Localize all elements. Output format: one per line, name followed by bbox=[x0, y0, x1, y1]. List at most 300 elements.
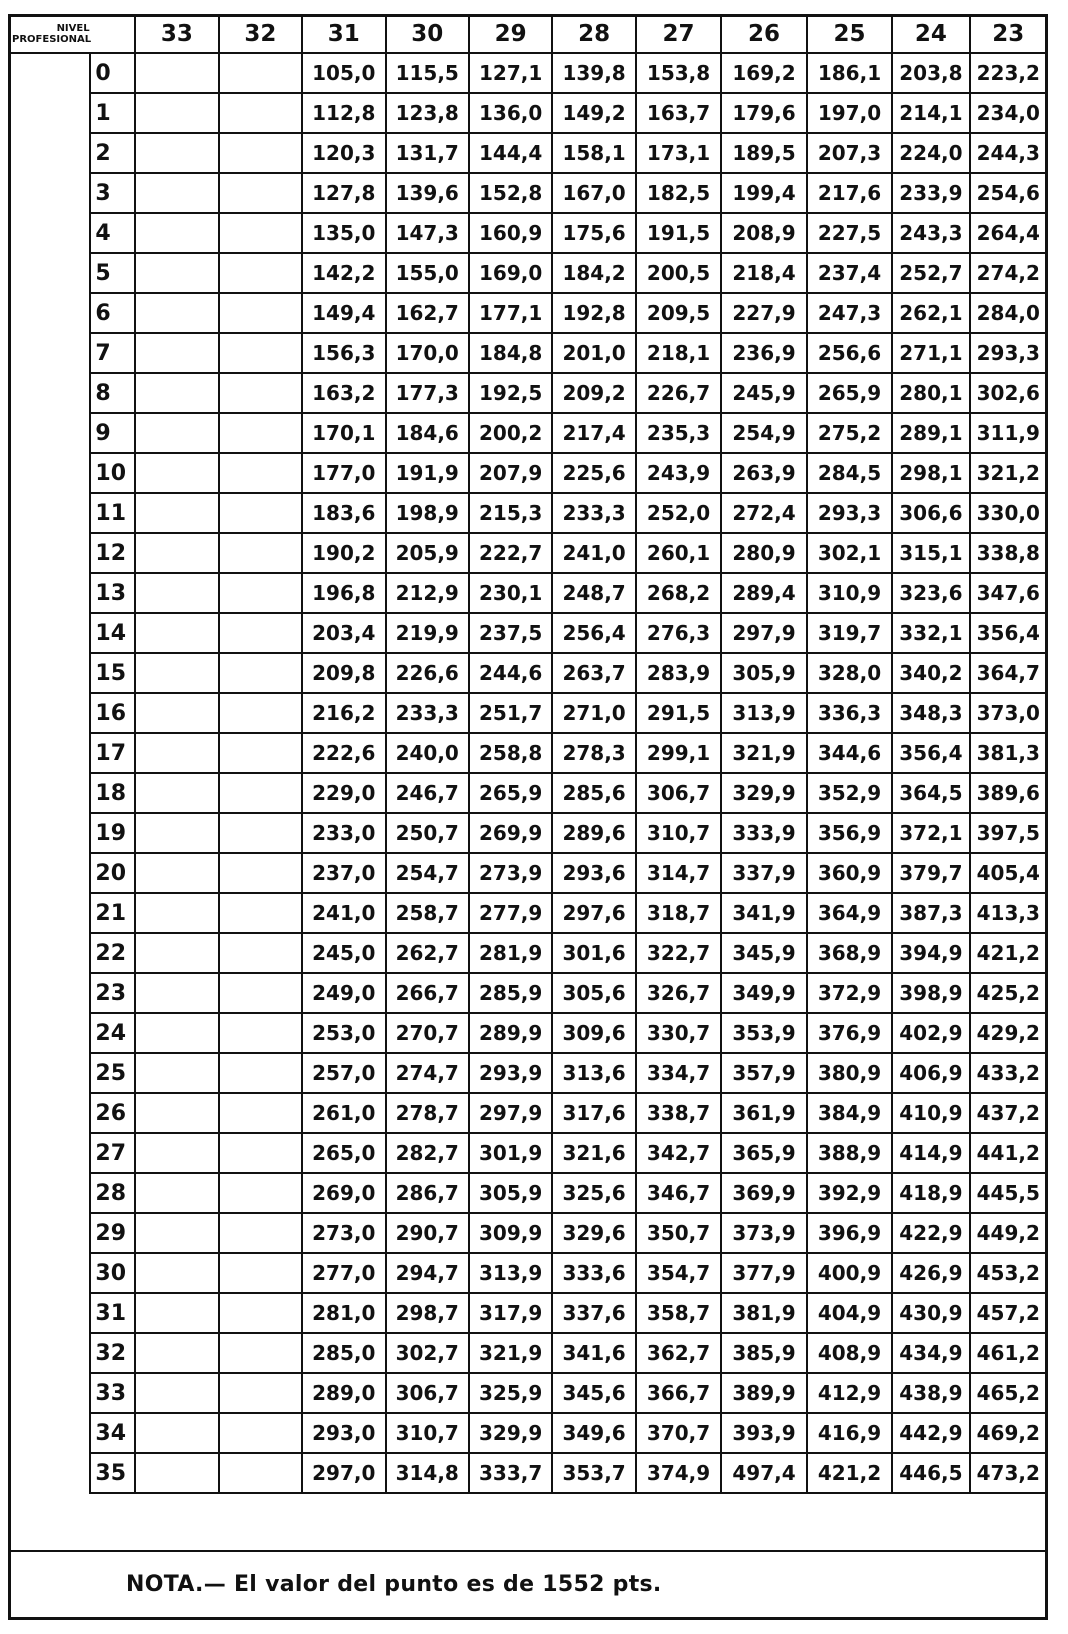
value-cell: 149,2 bbox=[552, 93, 635, 133]
value-cell: 240,0 bbox=[386, 733, 469, 773]
value-cell: 281,9 bbox=[469, 933, 552, 973]
value-cell: 326,7 bbox=[636, 973, 721, 1013]
value-cell: 254,9 bbox=[721, 413, 806, 453]
value-cell: 275,2 bbox=[807, 413, 892, 453]
value-cell: 340,2 bbox=[892, 653, 969, 693]
value-cell: 200,2 bbox=[469, 413, 552, 453]
value-cell: 183,6 bbox=[302, 493, 385, 533]
level-cell: 35 bbox=[90, 1453, 135, 1493]
value-cell: 317,9 bbox=[469, 1293, 552, 1333]
note-row bbox=[8, 1550, 1048, 1620]
level-cell: 29 bbox=[90, 1213, 135, 1253]
value-cell: 283,9 bbox=[636, 653, 721, 693]
value-cell: 236,9 bbox=[721, 333, 806, 373]
value-cell: 163,2 bbox=[302, 373, 385, 413]
value-cell: 289,1 bbox=[892, 413, 969, 453]
value-cell: 186,1 bbox=[807, 53, 892, 93]
value-cell: 160,9 bbox=[469, 213, 552, 253]
value-cell: 271,1 bbox=[892, 333, 969, 373]
value-cell: 291,5 bbox=[636, 693, 721, 733]
value-cell: 297,0 bbox=[302, 1453, 385, 1493]
value-cell: 252,0 bbox=[636, 493, 721, 533]
value-cell: 274,2 bbox=[970, 253, 1047, 293]
value-cell: 350,7 bbox=[636, 1213, 721, 1253]
value-cell: 397,5 bbox=[970, 813, 1047, 853]
note-text: NOTA.— El valor del punto es de 1552 pts. bbox=[126, 1572, 662, 1597]
value-cell: 281,0 bbox=[302, 1293, 385, 1333]
value-cell: 356,4 bbox=[892, 733, 969, 773]
value-cell: 139,8 bbox=[552, 53, 635, 93]
value-cell: 127,8 bbox=[302, 173, 385, 213]
value-cell: 329,9 bbox=[721, 773, 806, 813]
value-cell: 430,9 bbox=[892, 1293, 969, 1333]
value-cell: 237,4 bbox=[807, 253, 892, 293]
value-cell: 266,7 bbox=[386, 973, 469, 1013]
value-cell: 361,9 bbox=[721, 1093, 806, 1133]
level-cell: 6 bbox=[90, 293, 135, 333]
value-cell: 135,0 bbox=[302, 213, 385, 253]
value-cell: 306,7 bbox=[636, 773, 721, 813]
value-cell: 285,9 bbox=[469, 973, 552, 1013]
value-cell: 422,9 bbox=[892, 1213, 969, 1253]
value-cell: 293,3 bbox=[807, 493, 892, 533]
column-header: 26 bbox=[721, 15, 806, 53]
level-cell: 28 bbox=[90, 1173, 135, 1213]
value-cell: 261,0 bbox=[302, 1093, 385, 1133]
value-cell: 241,0 bbox=[302, 893, 385, 933]
value-cell: 394,9 bbox=[892, 933, 969, 973]
value-cell: 293,9 bbox=[469, 1053, 552, 1093]
value-cell: 246,7 bbox=[386, 773, 469, 813]
value-cell: 184,2 bbox=[552, 253, 635, 293]
value-cell: 337,9 bbox=[721, 853, 806, 893]
value-cell: 322,7 bbox=[636, 933, 721, 973]
value-cell: 120,3 bbox=[302, 133, 385, 173]
level-cell: 18 bbox=[90, 773, 135, 813]
value-cell: 364,9 bbox=[807, 893, 892, 933]
value-cell: 347,6 bbox=[970, 573, 1047, 613]
value-cell: 244,3 bbox=[970, 133, 1047, 173]
value-cell: 360,9 bbox=[807, 853, 892, 893]
value-cell: 272,4 bbox=[721, 493, 806, 533]
level-cell: 27 bbox=[90, 1133, 135, 1173]
value-cell: 169,0 bbox=[469, 253, 552, 293]
value-cell: 374,9 bbox=[636, 1453, 721, 1493]
column-header: 23 bbox=[970, 15, 1047, 53]
value-cell: 306,7 bbox=[386, 1373, 469, 1413]
value-cell: 302,6 bbox=[970, 373, 1047, 413]
value-cell: 293,0 bbox=[302, 1413, 385, 1453]
value-cell: 136,0 bbox=[469, 93, 552, 133]
value-cell: 337,6 bbox=[552, 1293, 635, 1333]
value-cell: 212,9 bbox=[386, 573, 469, 613]
value-cell: 446,5 bbox=[892, 1453, 969, 1493]
value-cell: 325,6 bbox=[552, 1173, 635, 1213]
level-cell: 16 bbox=[90, 693, 135, 733]
value-cell: 248,7 bbox=[552, 573, 635, 613]
value-cell: 131,7 bbox=[386, 133, 469, 173]
value-cell: 277,0 bbox=[302, 1253, 385, 1293]
value-cell: 258,7 bbox=[386, 893, 469, 933]
value-cell: 289,6 bbox=[552, 813, 635, 853]
level-cell: 2 bbox=[90, 133, 135, 173]
value-cell: 173,1 bbox=[636, 133, 721, 173]
value-cell: 305,9 bbox=[469, 1173, 552, 1213]
value-cell: 311,9 bbox=[970, 413, 1047, 453]
value-cell: 389,9 bbox=[721, 1373, 806, 1413]
value-cell: 156,3 bbox=[302, 333, 385, 373]
value-cell: 289,4 bbox=[721, 573, 806, 613]
value-cell: 223,2 bbox=[970, 53, 1047, 93]
value-cell: 189,5 bbox=[721, 133, 806, 173]
value-cell: 230,1 bbox=[469, 573, 552, 613]
level-cell: 26 bbox=[90, 1093, 135, 1133]
value-cell: 263,7 bbox=[552, 653, 635, 693]
value-cell: 217,4 bbox=[552, 413, 635, 453]
value-cell: 434,9 bbox=[892, 1333, 969, 1373]
level-cell: 22 bbox=[90, 933, 135, 973]
value-cell: 353,7 bbox=[552, 1453, 635, 1493]
value-cell: 345,9 bbox=[721, 933, 806, 973]
value-cell: 265,9 bbox=[469, 773, 552, 813]
value-cell: 222,7 bbox=[469, 533, 552, 573]
value-cell: 127,1 bbox=[469, 53, 552, 93]
value-cell: 297,9 bbox=[469, 1093, 552, 1133]
value-cell: 218,1 bbox=[636, 333, 721, 373]
value-cell: 336,3 bbox=[807, 693, 892, 733]
value-cell: 245,9 bbox=[721, 373, 806, 413]
level-cell: 9 bbox=[90, 413, 135, 453]
value-cell: 429,2 bbox=[970, 1013, 1047, 1053]
value-cell: 237,5 bbox=[469, 613, 552, 653]
value-cell: 233,3 bbox=[552, 493, 635, 533]
column-header: 28 bbox=[552, 15, 635, 53]
value-cell: 192,8 bbox=[552, 293, 635, 333]
value-cell: 364,5 bbox=[892, 773, 969, 813]
value-cell: 449,2 bbox=[970, 1213, 1047, 1253]
value-cell: 302,7 bbox=[386, 1333, 469, 1373]
value-cell: 317,6 bbox=[552, 1093, 635, 1133]
value-cell: 353,9 bbox=[721, 1013, 806, 1053]
value-cell: 177,0 bbox=[302, 453, 385, 493]
value-cell: 299,1 bbox=[636, 733, 721, 773]
value-cell: 280,1 bbox=[892, 373, 969, 413]
value-cell: 349,6 bbox=[552, 1413, 635, 1453]
value-cell: 224,0 bbox=[892, 133, 969, 173]
value-cell: 252,7 bbox=[892, 253, 969, 293]
value-cell: 348,3 bbox=[892, 693, 969, 733]
value-cell: 282,7 bbox=[386, 1133, 469, 1173]
value-cell: 233,9 bbox=[892, 173, 969, 213]
value-cell: 226,7 bbox=[636, 373, 721, 413]
value-cell: 381,9 bbox=[721, 1293, 806, 1333]
value-cell: 264,4 bbox=[970, 213, 1047, 253]
value-cell: 321,2 bbox=[970, 453, 1047, 493]
value-cell: 425,2 bbox=[970, 973, 1047, 1013]
value-cell: 225,6 bbox=[552, 453, 635, 493]
value-cell: 263,9 bbox=[721, 453, 806, 493]
value-cell: 258,8 bbox=[469, 733, 552, 773]
value-cell: 105,0 bbox=[302, 53, 385, 93]
value-cell: 203,8 bbox=[892, 53, 969, 93]
value-cell: 309,9 bbox=[469, 1213, 552, 1253]
value-cell: 253,0 bbox=[302, 1013, 385, 1053]
value-cell: 369,9 bbox=[721, 1173, 806, 1213]
value-cell: 262,7 bbox=[386, 933, 469, 973]
value-cell: 251,7 bbox=[469, 693, 552, 733]
level-cell: 1 bbox=[90, 93, 135, 133]
value-cell: 414,9 bbox=[892, 1133, 969, 1173]
value-cell: 191,5 bbox=[636, 213, 721, 253]
value-cell: 441,2 bbox=[970, 1133, 1047, 1173]
value-cell: 196,8 bbox=[302, 573, 385, 613]
value-cell: 298,1 bbox=[892, 453, 969, 493]
value-cell: 227,9 bbox=[721, 293, 806, 333]
value-cell: 413,3 bbox=[970, 893, 1047, 933]
value-cell: 310,7 bbox=[636, 813, 721, 853]
value-cell: 306,6 bbox=[892, 493, 969, 533]
value-cell: 271,0 bbox=[552, 693, 635, 733]
value-cell: 366,7 bbox=[636, 1373, 721, 1413]
value-cell: 310,9 bbox=[807, 573, 892, 613]
value-cell: 333,7 bbox=[469, 1453, 552, 1493]
level-cell: 34 bbox=[90, 1413, 135, 1453]
value-cell: 373,9 bbox=[721, 1213, 806, 1253]
value-cell: 235,3 bbox=[636, 413, 721, 453]
value-cell: 262,1 bbox=[892, 293, 969, 333]
value-cell: 123,8 bbox=[386, 93, 469, 133]
value-cell: 314,8 bbox=[386, 1453, 469, 1493]
value-cell: 234,0 bbox=[970, 93, 1047, 133]
value-cell: 352,9 bbox=[807, 773, 892, 813]
value-cell: 274,7 bbox=[386, 1053, 469, 1093]
value-cell: 265,0 bbox=[302, 1133, 385, 1173]
value-cell: 457,2 bbox=[970, 1293, 1047, 1333]
column-header: 30 bbox=[386, 15, 469, 53]
column-header: 32 bbox=[219, 15, 302, 53]
value-cell: 313,9 bbox=[721, 693, 806, 733]
value-cell: 404,9 bbox=[807, 1293, 892, 1333]
value-cell: 205,9 bbox=[386, 533, 469, 573]
value-cell: 301,6 bbox=[552, 933, 635, 973]
value-cell: 175,6 bbox=[552, 213, 635, 253]
value-cell: 199,4 bbox=[721, 173, 806, 213]
value-cell: 341,9 bbox=[721, 893, 806, 933]
value-cell: 290,7 bbox=[386, 1213, 469, 1253]
value-cell: 155,0 bbox=[386, 253, 469, 293]
value-cell: 276,3 bbox=[636, 613, 721, 653]
value-cell: 284,5 bbox=[807, 453, 892, 493]
value-cell: 285,6 bbox=[552, 773, 635, 813]
value-cell: 357,9 bbox=[721, 1053, 806, 1093]
value-cell: 319,7 bbox=[807, 613, 892, 653]
level-cell: 23 bbox=[90, 973, 135, 1013]
value-cell: 380,9 bbox=[807, 1053, 892, 1093]
value-cell: 233,0 bbox=[302, 813, 385, 853]
level-cell: 4 bbox=[90, 213, 135, 253]
value-cell: 396,9 bbox=[807, 1213, 892, 1253]
value-cell: 144,4 bbox=[469, 133, 552, 173]
value-cell: 314,7 bbox=[636, 853, 721, 893]
value-cell: 227,5 bbox=[807, 213, 892, 253]
value-cell: 377,9 bbox=[721, 1253, 806, 1293]
value-cell: 398,9 bbox=[892, 973, 969, 1013]
value-cell: 293,6 bbox=[552, 853, 635, 893]
value-cell: 209,5 bbox=[636, 293, 721, 333]
value-cell: 349,9 bbox=[721, 973, 806, 1013]
value-cell: 162,7 bbox=[386, 293, 469, 333]
value-cell: 334,7 bbox=[636, 1053, 721, 1093]
level-cell: 8 bbox=[90, 373, 135, 413]
value-cell: 358,7 bbox=[636, 1293, 721, 1333]
value-cell: 219,9 bbox=[386, 613, 469, 653]
salary-table-page bbox=[8, 6, 1052, 1624]
value-cell: 277,9 bbox=[469, 893, 552, 933]
value-cell: 381,3 bbox=[970, 733, 1047, 773]
column-header: 33 bbox=[135, 15, 218, 53]
value-cell: 192,5 bbox=[469, 373, 552, 413]
level-cell: 21 bbox=[90, 893, 135, 933]
value-cell: 243,3 bbox=[892, 213, 969, 253]
value-cell: 237,0 bbox=[302, 853, 385, 893]
level-cell: 15 bbox=[90, 653, 135, 693]
value-cell: 341,6 bbox=[552, 1333, 635, 1373]
value-cell: 170,0 bbox=[386, 333, 469, 373]
value-cell: 305,9 bbox=[721, 653, 806, 693]
value-cell: 465,2 bbox=[970, 1373, 1047, 1413]
value-cell: 226,6 bbox=[386, 653, 469, 693]
value-cell: 184,8 bbox=[469, 333, 552, 373]
level-cell: 24 bbox=[90, 1013, 135, 1053]
value-cell: 297,6 bbox=[552, 893, 635, 933]
value-cell: 115,5 bbox=[386, 53, 469, 93]
value-cell: 112,8 bbox=[302, 93, 385, 133]
value-cell: 249,0 bbox=[302, 973, 385, 1013]
value-cell: 389,6 bbox=[970, 773, 1047, 813]
value-cell: 256,6 bbox=[807, 333, 892, 373]
value-cell: 412,9 bbox=[807, 1373, 892, 1413]
value-cell: 243,9 bbox=[636, 453, 721, 493]
value-cell: 269,0 bbox=[302, 1173, 385, 1213]
value-cell: 197,0 bbox=[807, 93, 892, 133]
value-cell: 438,9 bbox=[892, 1373, 969, 1413]
value-cell: 387,3 bbox=[892, 893, 969, 933]
value-cell: 338,7 bbox=[636, 1093, 721, 1133]
value-cell: 356,9 bbox=[807, 813, 892, 853]
value-cell: 416,9 bbox=[807, 1413, 892, 1453]
value-cell: 426,9 bbox=[892, 1253, 969, 1293]
value-cell: 437,2 bbox=[970, 1093, 1047, 1133]
value-cell: 453,2 bbox=[970, 1253, 1047, 1293]
value-cell: 376,9 bbox=[807, 1013, 892, 1053]
value-cell: 209,8 bbox=[302, 653, 385, 693]
value-cell: 372,1 bbox=[892, 813, 969, 853]
value-cell: 338,8 bbox=[970, 533, 1047, 573]
value-cell: 323,6 bbox=[892, 573, 969, 613]
value-cell: 402,9 bbox=[892, 1013, 969, 1053]
value-cell: 214,1 bbox=[892, 93, 969, 133]
value-cell: 284,0 bbox=[970, 293, 1047, 333]
value-cell: 392,9 bbox=[807, 1173, 892, 1213]
level-cell: 33 bbox=[90, 1373, 135, 1413]
value-cell: 273,0 bbox=[302, 1213, 385, 1253]
value-cell: 461,2 bbox=[970, 1333, 1047, 1373]
value-cell: 305,6 bbox=[552, 973, 635, 1013]
value-cell: 442,9 bbox=[892, 1413, 969, 1453]
value-cell: 268,2 bbox=[636, 573, 721, 613]
column-header: 31 bbox=[302, 15, 385, 53]
value-cell: 405,4 bbox=[970, 853, 1047, 893]
value-cell: 278,3 bbox=[552, 733, 635, 773]
level-cell: 3 bbox=[90, 173, 135, 213]
value-cell: 497,4 bbox=[721, 1453, 806, 1493]
value-cell: 207,3 bbox=[807, 133, 892, 173]
value-cell: 169,2 bbox=[721, 53, 806, 93]
value-cell: 163,7 bbox=[636, 93, 721, 133]
value-cell: 385,9 bbox=[721, 1333, 806, 1373]
level-cell: 30 bbox=[90, 1253, 135, 1293]
value-cell: 368,9 bbox=[807, 933, 892, 973]
value-cell: 198,9 bbox=[386, 493, 469, 533]
value-cell: 332,1 bbox=[892, 613, 969, 653]
value-cell: 329,6 bbox=[552, 1213, 635, 1253]
value-cell: 139,6 bbox=[386, 173, 469, 213]
level-cell: 14 bbox=[90, 613, 135, 653]
value-cell: 208,9 bbox=[721, 213, 806, 253]
value-cell: 153,8 bbox=[636, 53, 721, 93]
level-cell: 20 bbox=[90, 853, 135, 893]
column-header: 25 bbox=[807, 15, 892, 53]
value-cell: 342,7 bbox=[636, 1133, 721, 1173]
column-header: 29 bbox=[469, 15, 552, 53]
value-cell: 321,6 bbox=[552, 1133, 635, 1173]
value-cell: 222,6 bbox=[302, 733, 385, 773]
value-cell: 408,9 bbox=[807, 1333, 892, 1373]
value-cell: 265,9 bbox=[807, 373, 892, 413]
value-cell: 393,9 bbox=[721, 1413, 806, 1453]
value-cell: 280,9 bbox=[721, 533, 806, 573]
value-cell: 229,0 bbox=[302, 773, 385, 813]
value-cell: 298,7 bbox=[386, 1293, 469, 1333]
value-cell: 152,8 bbox=[469, 173, 552, 213]
value-cell: 217,6 bbox=[807, 173, 892, 213]
value-cell: 362,7 bbox=[636, 1333, 721, 1373]
value-cell: 285,0 bbox=[302, 1333, 385, 1373]
level-cell: 25 bbox=[90, 1053, 135, 1093]
value-cell: 297,9 bbox=[721, 613, 806, 653]
level-cell: 13 bbox=[90, 573, 135, 613]
value-cell: 354,7 bbox=[636, 1253, 721, 1293]
level-cell: 10 bbox=[90, 453, 135, 493]
value-cell: 170,1 bbox=[302, 413, 385, 453]
value-cell: 177,1 bbox=[469, 293, 552, 333]
value-cell: 388,9 bbox=[807, 1133, 892, 1173]
value-cell: 215,3 bbox=[469, 493, 552, 533]
value-cell: 328,0 bbox=[807, 653, 892, 693]
value-cell: 373,0 bbox=[970, 693, 1047, 733]
value-cell: 244,6 bbox=[469, 653, 552, 693]
value-cell: 179,6 bbox=[721, 93, 806, 133]
column-header: 24 bbox=[892, 15, 969, 53]
value-cell: 329,9 bbox=[469, 1413, 552, 1453]
value-cell: 370,7 bbox=[636, 1413, 721, 1453]
value-cell: 190,2 bbox=[302, 533, 385, 573]
level-cell: 12 bbox=[90, 533, 135, 573]
value-cell: 278,7 bbox=[386, 1093, 469, 1133]
value-cell: 325,9 bbox=[469, 1373, 552, 1413]
value-cell: 182,5 bbox=[636, 173, 721, 213]
value-cell: 301,9 bbox=[469, 1133, 552, 1173]
